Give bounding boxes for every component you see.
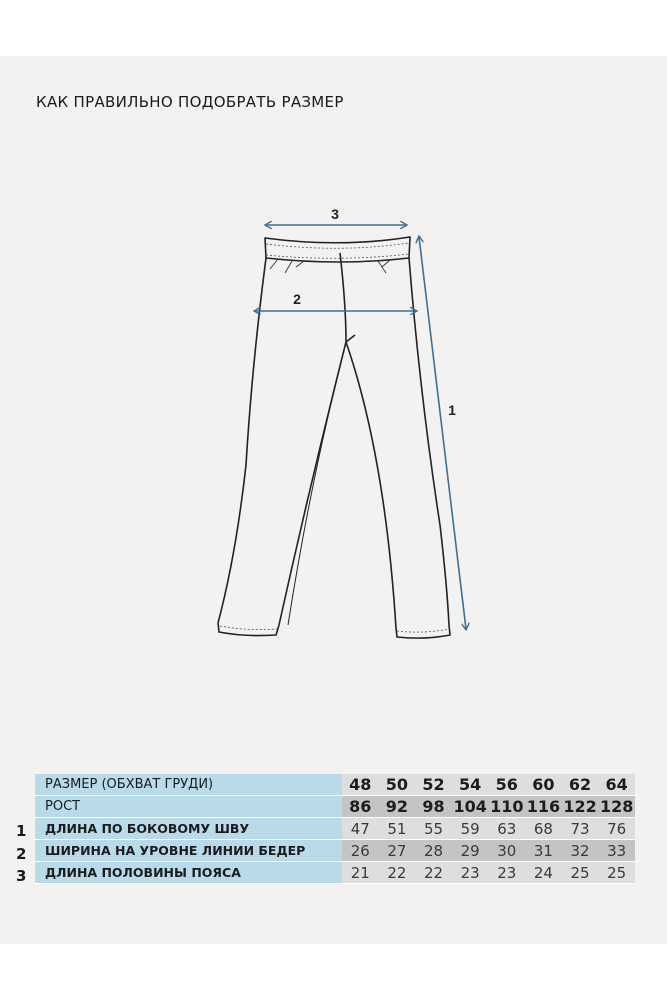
table-row (35, 862, 635, 884)
table-cell: 68 (525, 818, 562, 840)
table-cell: 24 (525, 862, 562, 884)
row-number: 2 (16, 845, 27, 863)
size-table (35, 774, 635, 884)
table-row (35, 774, 635, 796)
table-row (35, 840, 635, 862)
table-cell: 31 (525, 840, 562, 862)
table-cell: 25 (598, 862, 635, 884)
table-cell: 62 (562, 774, 599, 796)
table-cell: 21 (342, 862, 379, 884)
table-cell: 51 (379, 818, 416, 840)
table-cell: 32 (562, 840, 599, 862)
table-cell: 52 (415, 774, 452, 796)
page-title: КАК ПРАВИЛЬНО ПОДОБРАТЬ РАЗМЕР (36, 93, 344, 111)
row-label: ШИРИНА НА УРОВНЕ ЛИНИИ БЕДЕР (35, 840, 342, 862)
row-label: ДЛИНА ПО БОКОВОМУ ШВУ (35, 818, 342, 840)
table-cell: 59 (452, 818, 489, 840)
table-cell: 116 (526, 797, 561, 816)
table-cell: 104 (453, 797, 487, 816)
table-cell: 54 (452, 774, 489, 796)
table-cell: 110 (490, 797, 524, 816)
table-cell: 47 (342, 818, 379, 840)
table-row (35, 796, 635, 818)
label-1: 1 (448, 402, 456, 418)
table-cell: 64 (598, 774, 635, 796)
table-cell: 27 (379, 840, 416, 862)
table-cell: 23 (452, 862, 489, 884)
table-cell: 30 (489, 840, 526, 862)
label-2: 2 (293, 291, 301, 307)
table-cell: 29 (452, 840, 489, 862)
label-3: 3 (331, 206, 339, 222)
table-cell: 86 (342, 796, 379, 818)
table-cell: 55 (415, 818, 452, 840)
row-label: РАЗМЕР (ОБХВАТ ГРУДИ) (35, 774, 342, 796)
stitch-lines (220, 243, 449, 632)
table-cell: 26 (342, 840, 379, 862)
length-arrow (419, 237, 466, 629)
pants-outline (218, 237, 450, 638)
table-cell: 56 (489, 774, 526, 796)
table-cell: 60 (525, 774, 562, 796)
table-cell: 92 (379, 796, 416, 818)
row-number: 3 (16, 867, 27, 885)
row-label: РОСТ (35, 796, 342, 818)
table-cell: 22 (379, 862, 416, 884)
table-cell: 63 (489, 818, 526, 840)
table-cell: 76 (598, 818, 635, 840)
table-cell: 122 (563, 797, 597, 816)
table-cell: 22 (415, 862, 452, 884)
row-number: 1 (16, 822, 27, 840)
row-label: ДЛИНА ПОЛОВИНЫ ПОЯСА (35, 862, 342, 884)
table-cell: 48 (342, 774, 379, 796)
table-cell: 33 (598, 840, 635, 862)
table-cell: 50 (379, 774, 416, 796)
table-cell: 73 (562, 818, 599, 840)
table-cell: 128 (599, 797, 634, 816)
table-row (35, 818, 635, 840)
table-cell: 25 (562, 862, 599, 884)
table-cell: 23 (489, 862, 526, 884)
table-cell: 98 (415, 796, 452, 818)
table-cell: 28 (415, 840, 452, 862)
pants-diagram (200, 195, 480, 645)
